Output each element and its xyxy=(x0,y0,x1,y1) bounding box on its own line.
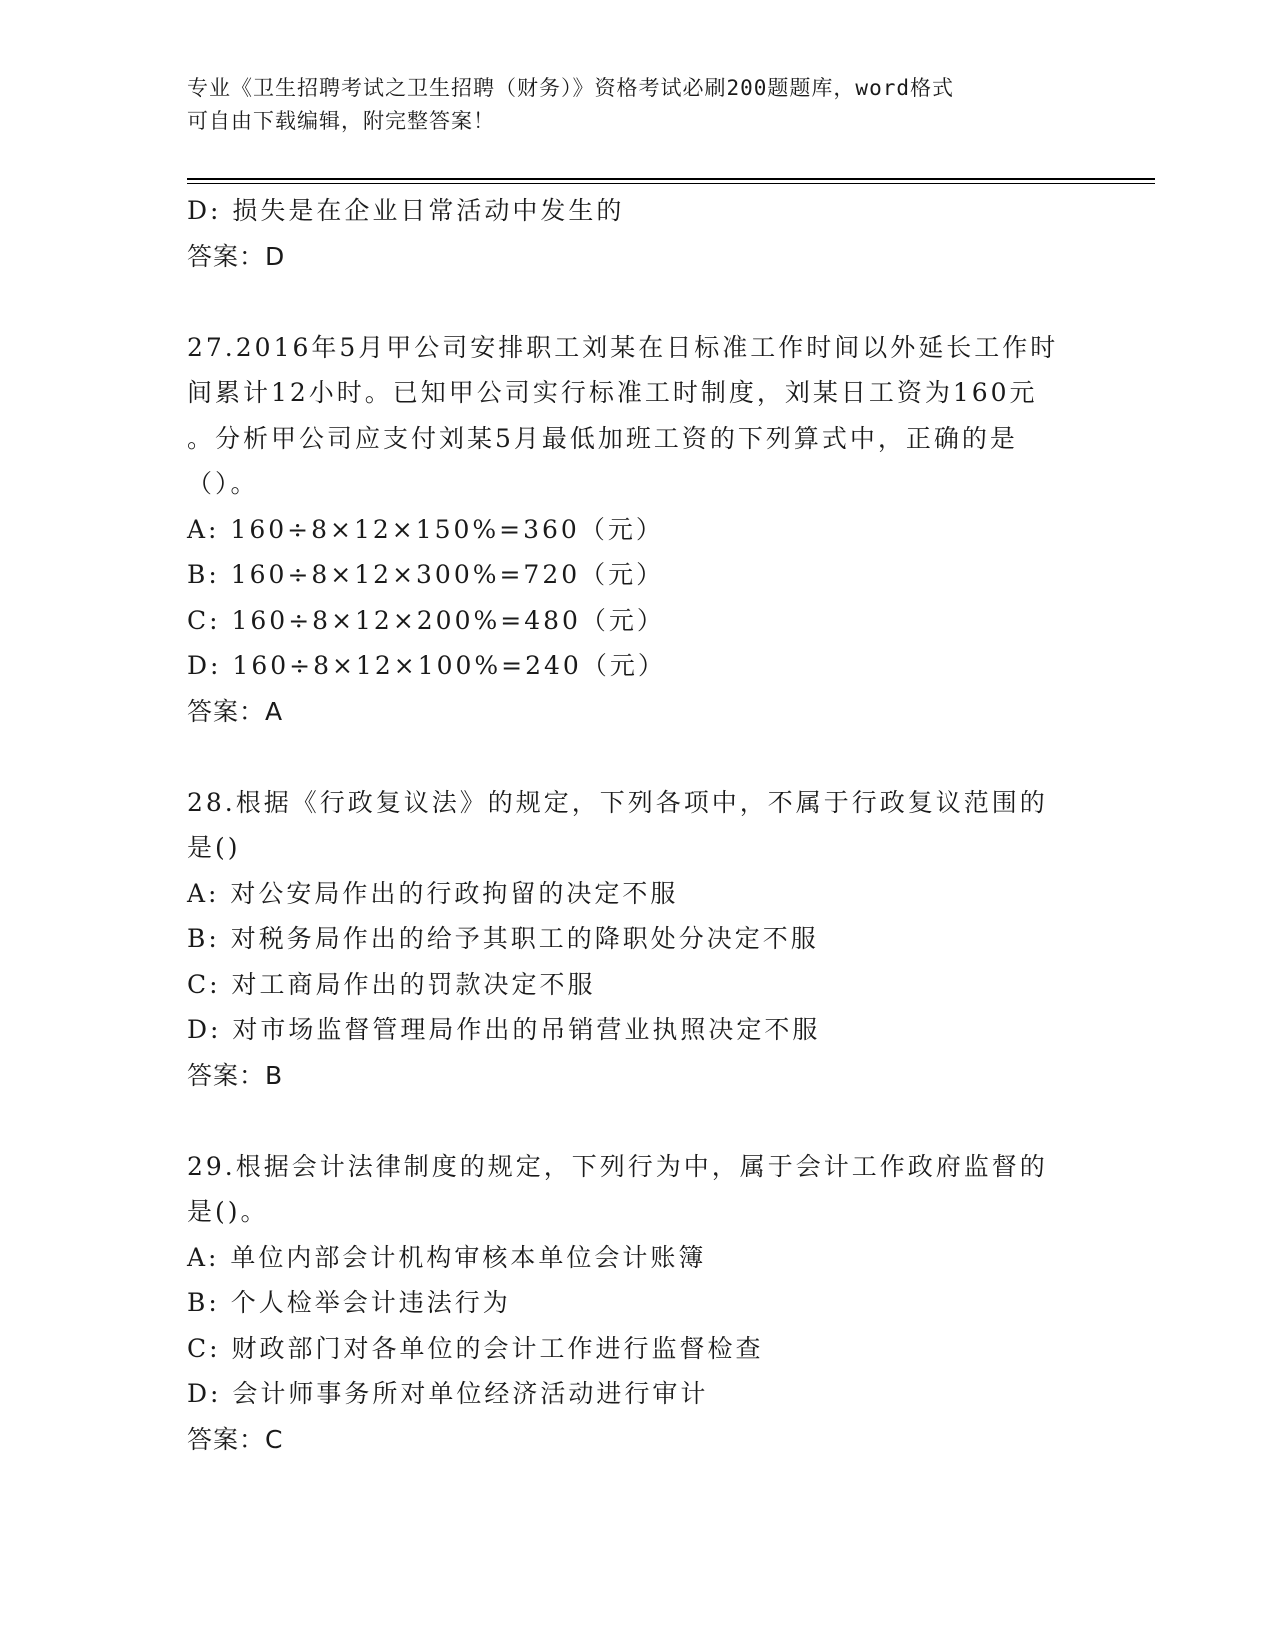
header-rule-thin xyxy=(187,183,1155,184)
option-d: D: 160÷8×12×100%=240（元） xyxy=(187,651,666,680)
spacer xyxy=(187,279,1087,325)
spacer xyxy=(187,1098,1087,1144)
question-stem-line: （）。 xyxy=(187,469,259,498)
option-b: B: 160÷8×12×300%=720（元） xyxy=(187,560,665,589)
header-rule-thick xyxy=(187,178,1155,180)
header-line-2: 可自由下载编辑，附完整答案！ xyxy=(187,109,495,133)
option-d: D: 对市场监督管理局作出的吊销营业执照决定不服 xyxy=(187,1015,821,1044)
option-c: C: 160÷8×12×200%=480（元） xyxy=(187,605,665,635)
header-line-1: 专业《卫生招聘考试之卫生招聘（财务）》资格考试必刷200题题库，word格式 xyxy=(187,76,954,100)
question-29 xyxy=(187,1144,1087,1463)
previous-question-tail xyxy=(187,188,1087,279)
answer-line: 答案：D xyxy=(187,241,286,271)
answer-line: 答案：C xyxy=(187,1424,284,1454)
option-b: B: 对税务局作出的给予其职工的降职处分决定不服 xyxy=(187,924,819,953)
question-stem-line: 28.根据《行政复议法》的规定，下列各项中，不属于行政复议范围的 xyxy=(187,787,1048,817)
option-c: C: 财政部门对各单位的会计工作进行监督检查 xyxy=(187,1333,764,1363)
option-c: C: 对工商局作出的罚款决定不服 xyxy=(187,969,596,999)
question-28 xyxy=(187,780,1087,1099)
question-stem-line: 是()。 xyxy=(187,1197,269,1226)
answer-line: 答案：B xyxy=(187,1060,284,1090)
option-d: D: 会计师事务所对单位经济活动进行审计 xyxy=(187,1379,709,1408)
page-header xyxy=(187,72,1087,138)
option-d: D: 损失是在企业日常活动中发生的 xyxy=(187,196,625,225)
answer-line: 答案：A xyxy=(187,696,284,726)
question-stem-line: 是() xyxy=(187,833,241,862)
option-a: A: 单位内部会计机构审核本单位会计账簿 xyxy=(187,1242,707,1272)
question-stem-line: 。分析甲公司应支付刘某5月最低加班工资的下列算式中，正确的是 xyxy=(187,423,1018,453)
spacer xyxy=(187,734,1087,780)
option-b: B: 个人检举会计违法行为 xyxy=(187,1288,511,1317)
option-a: A: 对公安局作出的行政拘留的决定不服 xyxy=(187,878,679,908)
question-27 xyxy=(187,325,1087,735)
option-a: A: 160÷8×12×150%=360（元） xyxy=(187,514,664,544)
question-stem-line: 27.2016年5月甲公司安排职工刘某在日标准工作时间以外延长工作时 xyxy=(187,332,1059,362)
document-body xyxy=(187,188,1087,1462)
question-stem-line: 29.根据会计法律制度的规定，下列行为中，属于会计工作政府监督的 xyxy=(187,1151,1048,1181)
question-stem-line: 间累计12小时。已知甲公司实行标准工时制度，刘某日工资为160元 xyxy=(187,378,1038,407)
